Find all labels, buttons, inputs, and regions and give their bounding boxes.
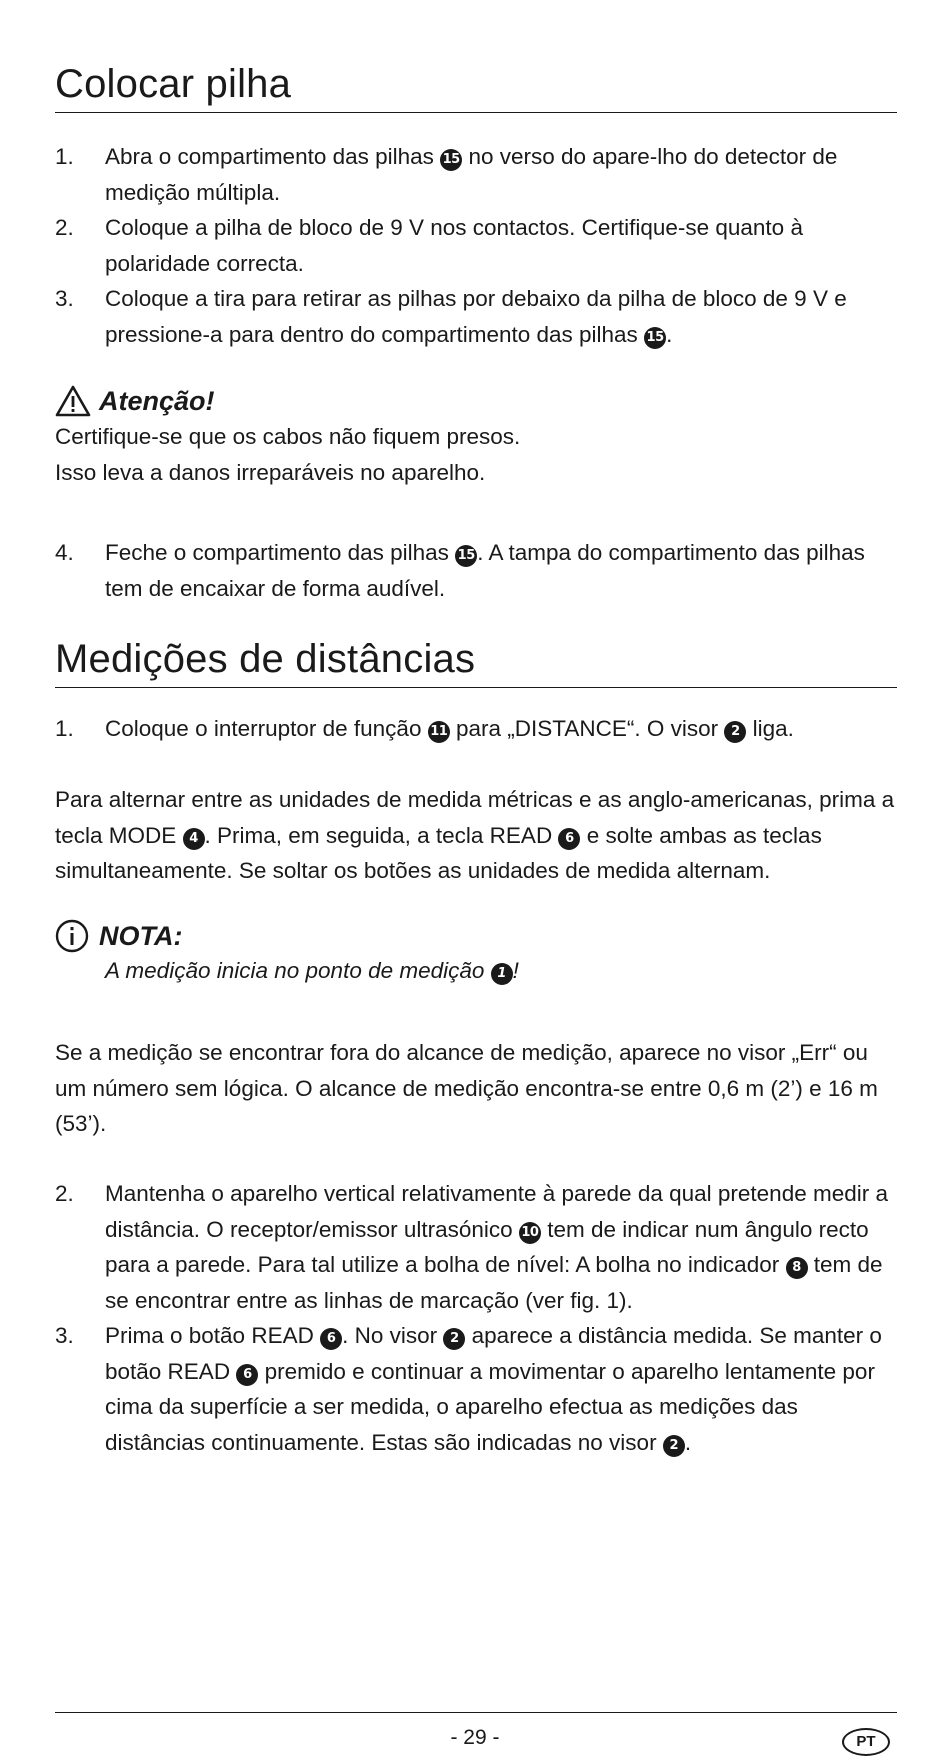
note-text: A medição inicia no ponto de medição 1 ! [105, 958, 519, 983]
list-item: 3. Prima o botão READ 6 . No visor 2 aparece a distância medida. Se manter o botão READ 6 premido e continuar a movimentar o aparelho lentamente por cima da superfície a ser medida, o aparelho efectua as medições das distâncias continuamente. Estas são indicadas no visor 2 . [55, 1323, 882, 1455]
note-box [55, 919, 897, 989]
section-title-battery: Colocar pilha [55, 60, 897, 113]
list-item: 4. Feche o compartimento das pilhas 15 . A tampa do compartimento das pilhas tem de encaixar de forma audível. [55, 540, 865, 601]
list-item: 2. Coloque a pilha de bloco de 9 V nos contactos. Certifique-se quanto à polaridade correcta. [55, 215, 803, 276]
warning-triangle-icon [55, 385, 91, 417]
list-item: 3. Coloque a tira para retirar as pilhas por debaixo da pilha de bloco de 9 V e pressione-a para dentro do compartimento das pilhas 15 . [55, 286, 847, 347]
page-number: - 29 - [450, 1726, 500, 1749]
callout-6-icon: 6 [320, 1328, 342, 1350]
list-item: 1. Coloque o interruptor de função 11 para „DISTANCE“. O visor 2 liga. [55, 716, 794, 741]
units-paragraph: Para alternar entre as unidades de medida métricas e as anglo-americanas, prima a tecla MODE 4 . Prima, em seguida, a tecla READ 6 e solte ambas as teclas simultaneamente. Se soltar os botões as unidades de medida alternam. [55, 787, 895, 883]
warning-line-2: Isso leva a danos irreparáveis no aparelho. [55, 459, 486, 485]
callout-6-icon: 6 [558, 828, 580, 850]
distance-steps-2-3 [55, 1176, 897, 1460]
callout-1-icon: 1 [491, 963, 513, 985]
callout-4-icon: 4 [183, 828, 205, 850]
callout-2-icon: 2 [443, 1328, 465, 1350]
info-icon [55, 919, 89, 953]
callout-8-icon: 8 [786, 1257, 808, 1279]
callout-15-icon: 15 [455, 545, 477, 567]
callout-10-icon: 10 [519, 1222, 541, 1244]
callout-11-icon: 11 [428, 721, 450, 743]
list-item: 2. Mantenha o aparelho vertical relativamente à parede da qual pretende medir a distância. O receptor/emissor ultrasónico 10 tem de indicar num ângulo recto para a parede. Para tal utilize a bolha de nível: A bolha no indicador 8 tem de se encontrar entre as linhas de marcação (ver fig. 1). [55, 1181, 888, 1313]
warning-line-1: Certifique-se que os cabos não fiquem presos. [55, 424, 521, 449]
note-heading: NOTA: [55, 919, 897, 953]
warning-heading: Atenção! [55, 385, 897, 417]
battery-step-4 [55, 535, 897, 606]
footer-divider [55, 1712, 897, 1713]
warning-box [55, 385, 897, 490]
callout-15-icon: 15 [440, 149, 462, 171]
range-paragraph: Se a medição se encontrar fora do alcance de medição, aparece no visor „Err“ ou um número sem lógica. O alcance de medição encontra-se entre 0,6 m (2’) e 16 m (53’). [55, 1040, 878, 1136]
list-item: 1. Abra o compartimento das pilhas 15 no verso do apare-lho do detector de medição múltipla. [55, 144, 838, 205]
section-title-distance: Medições de distâncias [55, 635, 897, 688]
distance-step-1 [55, 711, 897, 747]
callout-2-icon: 2 [724, 721, 746, 743]
callout-2-icon: 2 [663, 1435, 685, 1457]
language-badge: PT [842, 1728, 890, 1756]
battery-steps [55, 139, 897, 352]
callout-15-icon: 15 [644, 327, 666, 349]
callout-6-icon: 6 [236, 1364, 258, 1386]
